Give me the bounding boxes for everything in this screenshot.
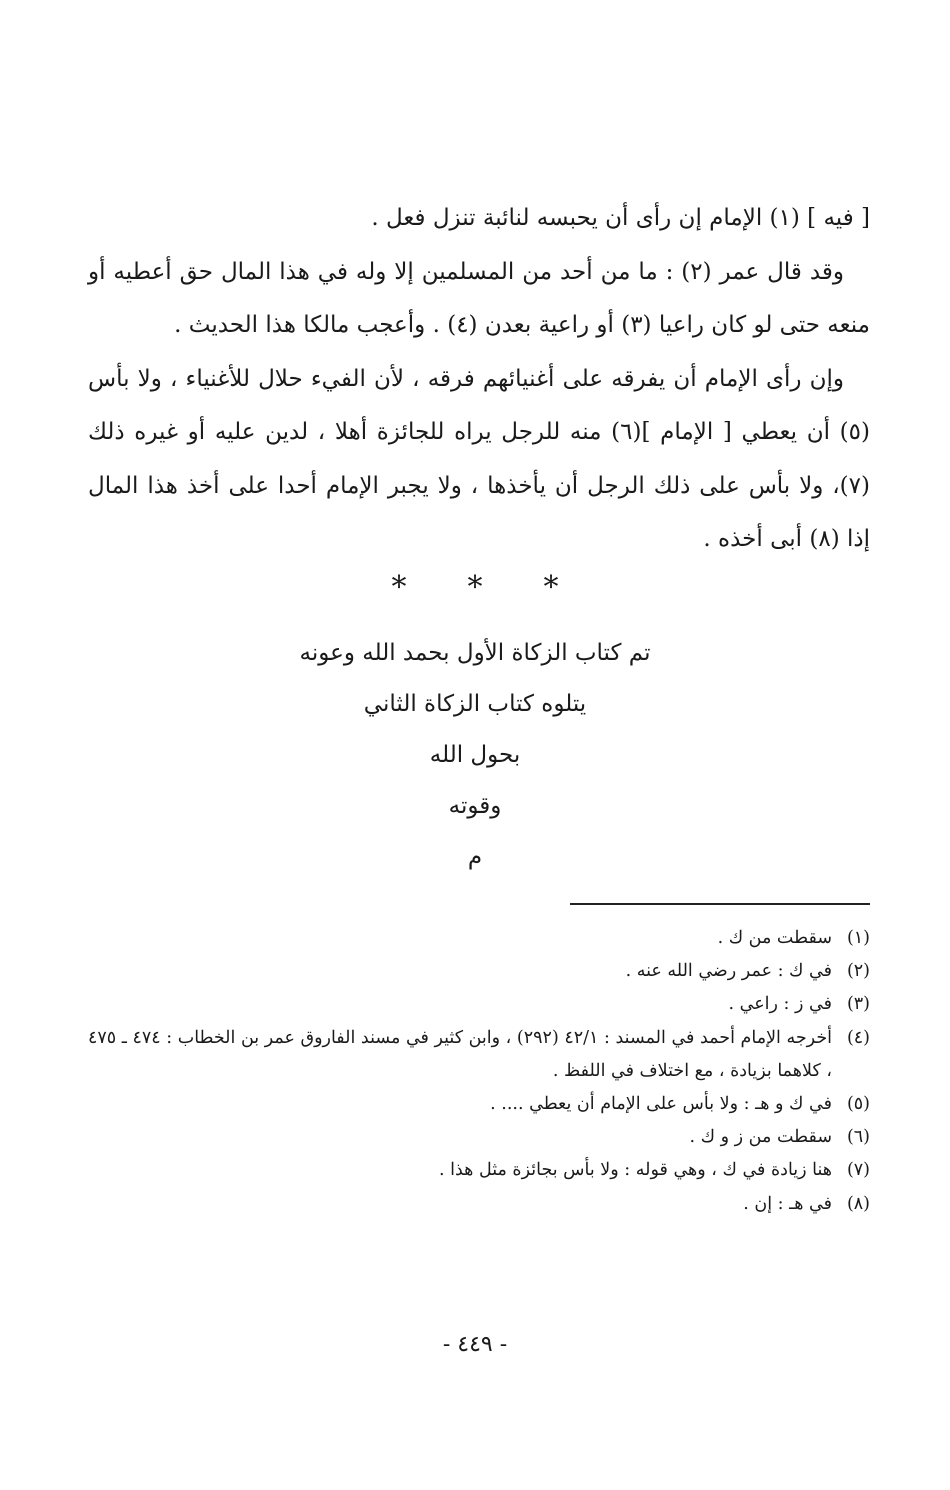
colophon-line: يتلوه كتاب الزكاة الثاني [363, 691, 587, 717]
footnote-number: (٦) [846, 1127, 870, 1148]
footnote-item [88, 955, 870, 988]
footnote-item [88, 1022, 870, 1088]
paragraph-3: وإن رأى الإمام أن يفرقه على أغنيائهم فرقه ، لأن الفيء حلال للأغنياء ، ولا بأس (٥) أن يعطي [ الإمام ](٦) منه للرجل يراه للجائزة أهلا ، لدين عليه أو غيره ذلك (٧)، ولا بأس على ذلك الرجل أن يأخذها ، ولا يجبر الإمام أحدا على أخذ هذا المال إذا (٨) أبى أخذه . [88, 365, 870, 552]
footnote-item [88, 1088, 870, 1121]
separator-star: * [467, 570, 483, 605]
paragraph-1: [ فيه ] (١) الإمام إن رأى أن يحبسه لنائبة تنزل فعل . [371, 205, 870, 231]
footnote-number: (٣) [846, 994, 870, 1015]
footnote-number: (٢) [846, 961, 870, 982]
colophon-line: وقوته [448, 793, 502, 819]
footnote-number: (٤) [846, 1027, 870, 1048]
main-text [88, 192, 870, 567]
footnote-number: (١) [846, 928, 870, 948]
separator-star: * [391, 570, 407, 605]
footnote-item [88, 1154, 870, 1187]
colophon [0, 628, 950, 883]
separator-star: * [543, 570, 559, 605]
colophon-line: بحول الله [429, 742, 521, 768]
page-number: - ٤٤٩ - [442, 1332, 508, 1357]
paragraph-2: وقد قال عمر (٢) : ما من أحد من المسلمين إلا وله في هذا المال حق أعطيه أو منعه حتى لو كان راعيا (٣) أو راعية بعدن (٤) . وأعجب مالكا هذا الحديث . [88, 258, 870, 338]
footnote-text: هنا زيادة في ك ، وهي قوله : ولا بأس بجائزة مثل هذا . [438, 1160, 832, 1181]
footnote-text: في ك : عمر رضي الله عنه . [625, 961, 832, 982]
footnote-number: (٥) [846, 1094, 870, 1115]
footnote-text: سقطت من ك . [717, 928, 832, 948]
footnote-item [88, 922, 870, 955]
footnote-number: (٨) [846, 1193, 870, 1214]
footnote-text: في هـ : إن . [743, 1193, 832, 1214]
colophon-line: تم كتاب الزكاة الأول بحمد الله وعونه [299, 640, 651, 666]
footnote-text: في ز : راعي . [728, 994, 832, 1015]
footnotes [88, 922, 870, 1221]
footnote-item [88, 988, 870, 1021]
section-separator [0, 570, 950, 605]
footnote-text: سقطت من ز و ك . [689, 1127, 832, 1148]
footnote-divider [570, 903, 870, 905]
footnote-text: في ك و هـ : ولا بأس على الإمام أن يعطي .... . [490, 1094, 832, 1115]
colophon-mark: م [467, 844, 483, 870]
footnote-item [88, 1188, 870, 1221]
footnote-text: أخرجه الإمام أحمد في المسند : ٤٢/١ (٢٩٢) ، وابن كثير في مسند الفاروق عمر بن الخطاب : ٤٧٤ ـ ٤٧٥ ، كلاهما بزيادة ، مع اختلاف في اللفظ . [88, 1027, 833, 1081]
footnote-item [88, 1121, 870, 1154]
footnote-number: (٧) [846, 1160, 870, 1181]
